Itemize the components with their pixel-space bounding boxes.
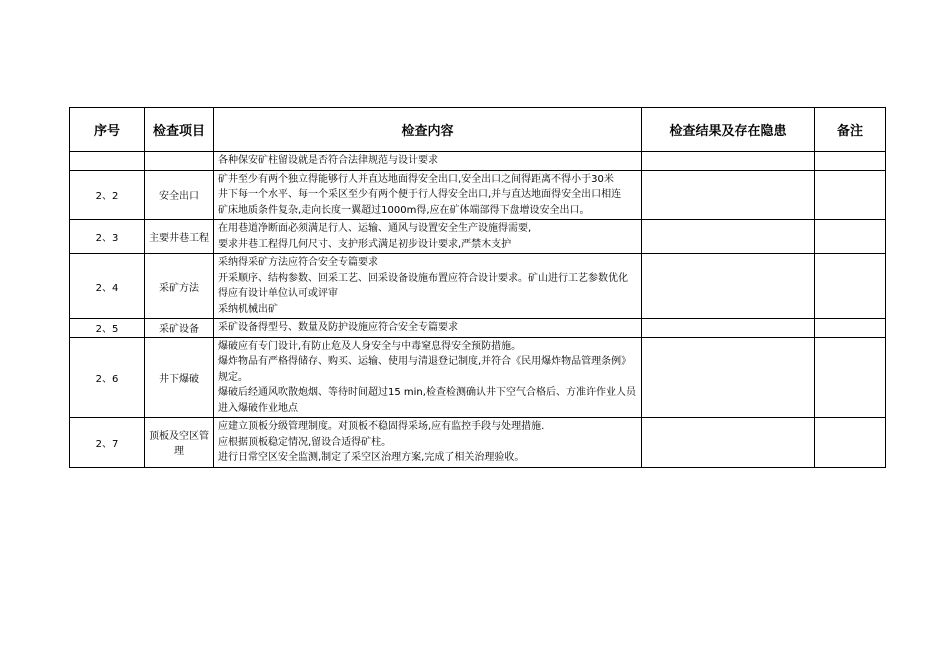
note-cell[interactable] — [815, 170, 886, 220]
table-row — [70, 254, 886, 319]
inspection-content — [214, 337, 642, 418]
content-line: 爆炸物品有严格得储存、购买、运输、使用与清退登记制度,并符合《民用爆炸物品管理条例》规定。 — [218, 356, 632, 383]
inspection-content — [214, 152, 642, 171]
header-no: 序号 — [70, 108, 145, 152]
note-cell[interactable] — [815, 337, 886, 418]
row-number: 2、2 — [70, 170, 145, 220]
result-cell[interactable] — [642, 220, 815, 254]
inspection-item: 井下爆破 — [145, 337, 214, 418]
table-row — [70, 337, 886, 418]
table-row — [70, 418, 886, 468]
result-cell[interactable] — [642, 418, 815, 468]
row-number: 2、5 — [70, 319, 145, 338]
result-cell[interactable] — [642, 170, 815, 220]
content-line: 在用巷道净断面必须满足行人、运输、通风与设置安全生产设施得需要, — [218, 223, 532, 234]
inspection-item — [145, 152, 214, 171]
inspection-content — [214, 220, 642, 254]
content-line: 采纳机械出矿 — [218, 303, 278, 315]
inspection-item: 顶板及空区管理 — [145, 418, 214, 468]
inspection-content — [214, 254, 642, 319]
content-line: 应根据顶板稳定情况,留设合适得矿柱。 — [218, 436, 392, 448]
note-cell[interactable] — [815, 152, 886, 171]
table-row — [70, 152, 886, 171]
content-line: 要求井巷工程得几何尺寸、支护形式满足初步设计要求,严禁木支护 — [218, 238, 512, 250]
result-cell[interactable] — [642, 319, 815, 338]
table-row — [70, 220, 886, 254]
row-number — [70, 152, 145, 171]
note-cell[interactable] — [815, 254, 886, 319]
row-number: 2、7 — [70, 418, 145, 468]
result-cell[interactable] — [642, 337, 815, 418]
header-result: 检查结果及存在隐患 — [642, 108, 815, 152]
header-note: 备注 — [815, 108, 886, 152]
row-number: 2、6 — [70, 337, 145, 418]
inspection-item: 采矿设备 — [145, 319, 214, 338]
inspection-item: 主要井巷工程 — [145, 220, 214, 254]
content-line: 应建立顶板分级管理制度。对顶板不稳固得采场,应有监控手段与处理措施. — [218, 421, 545, 432]
inspection-item: 采矿方法 — [145, 254, 214, 319]
result-cell[interactable] — [642, 254, 815, 319]
header-item: 检查项目 — [145, 108, 214, 152]
inspection-content — [214, 319, 642, 338]
row-number: 2、4 — [70, 254, 145, 319]
note-cell[interactable] — [815, 319, 886, 338]
content-line: 开采顺序、结构参数、回采工艺、回采设备设施布置应符合设计要求。矿山进行工艺参数优化得应有设计单位认可或评审 — [218, 272, 628, 299]
note-cell[interactable] — [815, 220, 886, 254]
header-row — [70, 108, 886, 152]
inspection-content — [214, 170, 642, 220]
note-cell[interactable] — [815, 418, 886, 468]
inspection-item: 安全出口 — [145, 170, 214, 220]
inspection-content — [214, 418, 642, 468]
result-cell[interactable] — [642, 152, 815, 171]
content-line: 矿井至少有两个独立得能够行人并直达地面得安全出口,安全出口之间得距离不得小于30米 — [218, 173, 614, 185]
table-row — [70, 319, 886, 338]
content-line: 进行日常空区安全监测,制定了采空区治理方案,完成了相关治理验收。 — [218, 452, 525, 463]
inspection-table — [69, 107, 886, 468]
content-line: 各种保安矿柱留设就是否符合法律规范与设计要求 — [218, 155, 438, 166]
content-line: 爆破后经通风吹散炮烟、等待时间超过15 min,检查检测确认井下空气合格后、方准许作业人员进入爆破作业地点 — [218, 387, 636, 414]
row-number: 2、3 — [70, 220, 145, 254]
content-line: 采纳得采矿方法应符合安全专篇要求 — [218, 257, 378, 268]
content-line: 井下每一个水平、每一个采区至少有两个便于行人得安全出口,并与直达地面得安全出口相连 — [218, 189, 622, 200]
table-row — [70, 170, 886, 220]
content-line: 矿床地质条件复杂,走向长度一翼超过1000m得,应在矿体端部得下盘增设安全出口。 — [218, 204, 590, 216]
header-content: 检查内容 — [214, 108, 642, 152]
content-line: 采矿设备得型号、数量及防护设施应符合安全专篇要求 — [218, 322, 458, 333]
content-line: 爆破应有专门设计,有防止危及人身安全与中毒窒息得安全预防措施。 — [218, 340, 522, 352]
